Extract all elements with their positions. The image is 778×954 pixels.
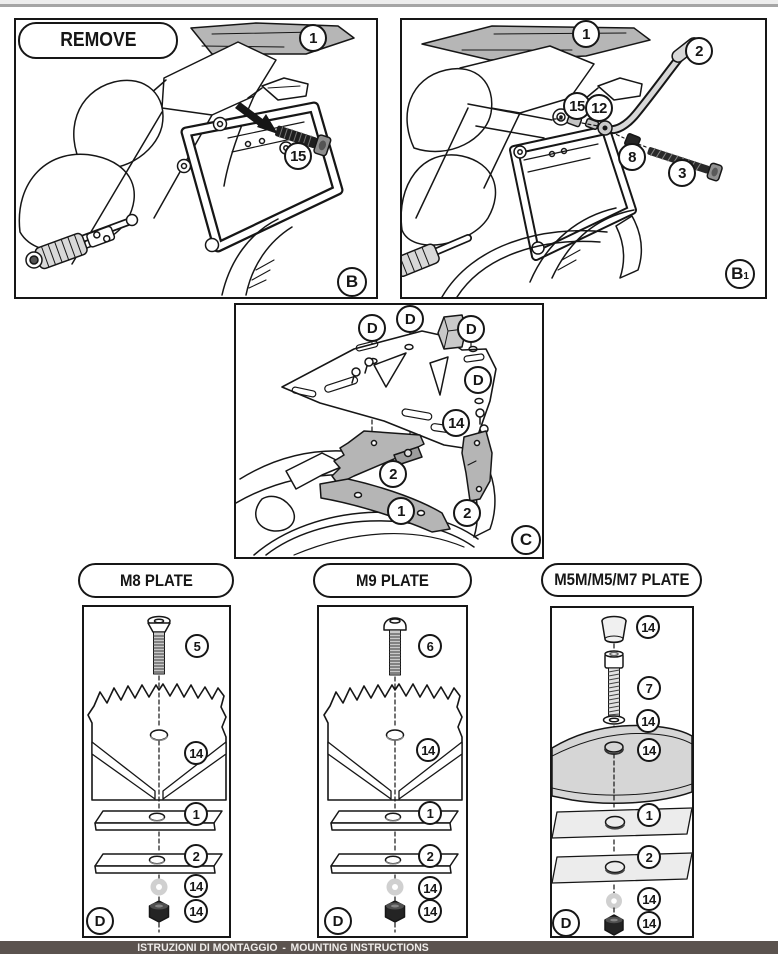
callout-d: D [464,366,492,394]
curved-body-plate [552,725,692,808]
footer-text-italian: ISTRUZIONI DI MONTAGGIO [137,942,278,954]
panel-b [14,18,378,299]
remove-label: REMOVE [18,22,178,59]
m8-plate-label: M8 PLATE [78,563,234,598]
callout-2: 2 [685,37,713,65]
footer-bar [0,941,778,954]
callout-14: 14 [418,876,442,900]
panel-badge-c: C [511,525,541,555]
nut-14-part [605,915,623,935]
bracket-2-left [332,431,424,484]
motorcycle-mount-illustration [402,20,765,297]
callout-14: 14 [184,874,208,898]
nut-14-part [150,901,169,922]
panel-b1 [400,18,767,299]
callout-1: 1 [299,24,327,52]
nut-14-part [386,901,405,922]
callout-15: 15 [563,92,591,120]
pannier-rack [178,107,339,252]
callout-d: D [457,315,485,343]
panel-badge-d: D [324,907,352,935]
panel-badge-d: D [552,909,580,937]
washer-14-part [151,879,168,896]
panel-c [234,303,544,559]
motorcycle-remove-illustration [16,20,376,297]
callout-14: 14 [184,741,208,765]
callout-6: 6 [418,634,442,658]
callout-14: 14 [418,899,442,923]
callout-14: 14 [184,899,208,923]
washer-14-part [604,716,625,724]
callout-2: 2 [379,460,407,488]
callout-1: 1 [572,20,600,48]
callout-14: 14 [636,709,660,733]
callout-2: 2 [453,499,481,527]
callout-d: D [396,305,424,333]
callout-d: D [358,314,386,342]
footer-separator: - [282,942,286,954]
callout-14: 14 [637,738,661,762]
panel-m9 [317,605,468,938]
callout-7: 7 [637,676,661,700]
callout-14: 14 [442,409,470,437]
callout-8: 8 [618,143,646,171]
footer-text-english: MOUNTING INSTRUCTIONS [290,942,429,954]
flat-head-screw-5-part [148,617,170,675]
panel-m5m [550,606,694,938]
button-head-screw-6-part [384,618,406,675]
callout-14: 14 [637,911,661,935]
callout-1: 1 [418,801,442,825]
callout-2: 2 [637,845,661,869]
socket-screw-7-part [605,651,623,716]
callout-12: 12 [585,94,613,122]
pannier-rack [514,130,632,256]
panel-badge-b1: B 1 [725,259,755,289]
callout-2: 2 [184,844,208,868]
seat [19,80,163,251]
panel-badge-d: D [86,907,114,935]
callout-15: 15 [284,142,312,170]
panel-m8 [82,605,231,938]
m9-plate-label: M9 PLATE [313,563,472,598]
callout-3: 3 [668,159,696,187]
page-top-edge [0,0,778,8]
rubber-cap-14-part [602,617,626,643]
callout-14: 14 [416,738,440,762]
callout-2: 2 [418,844,442,868]
generic-plate [324,684,462,800]
callout-14: 14 [637,887,661,911]
m9-exploded-illustration [319,607,466,936]
generic-plate [88,684,226,800]
tail-cover [191,23,354,54]
m5m-exploded-illustration [552,608,692,936]
footer-text [14,942,552,954]
callout-1: 1 [387,497,415,525]
callout-1: 1 [184,802,208,826]
bracket-bar-1-part [552,808,692,838]
washer-14-part [606,893,622,909]
bracket-bar-2-part [552,853,692,883]
panel-badge-b: B [337,267,367,297]
callout-5: 5 [185,634,209,658]
callout-14: 14 [636,615,660,639]
callout-1: 1 [637,803,661,827]
washer-14-part [387,879,404,896]
m5m-plate-label: M5M/M5/M7 PLATE [541,563,702,597]
